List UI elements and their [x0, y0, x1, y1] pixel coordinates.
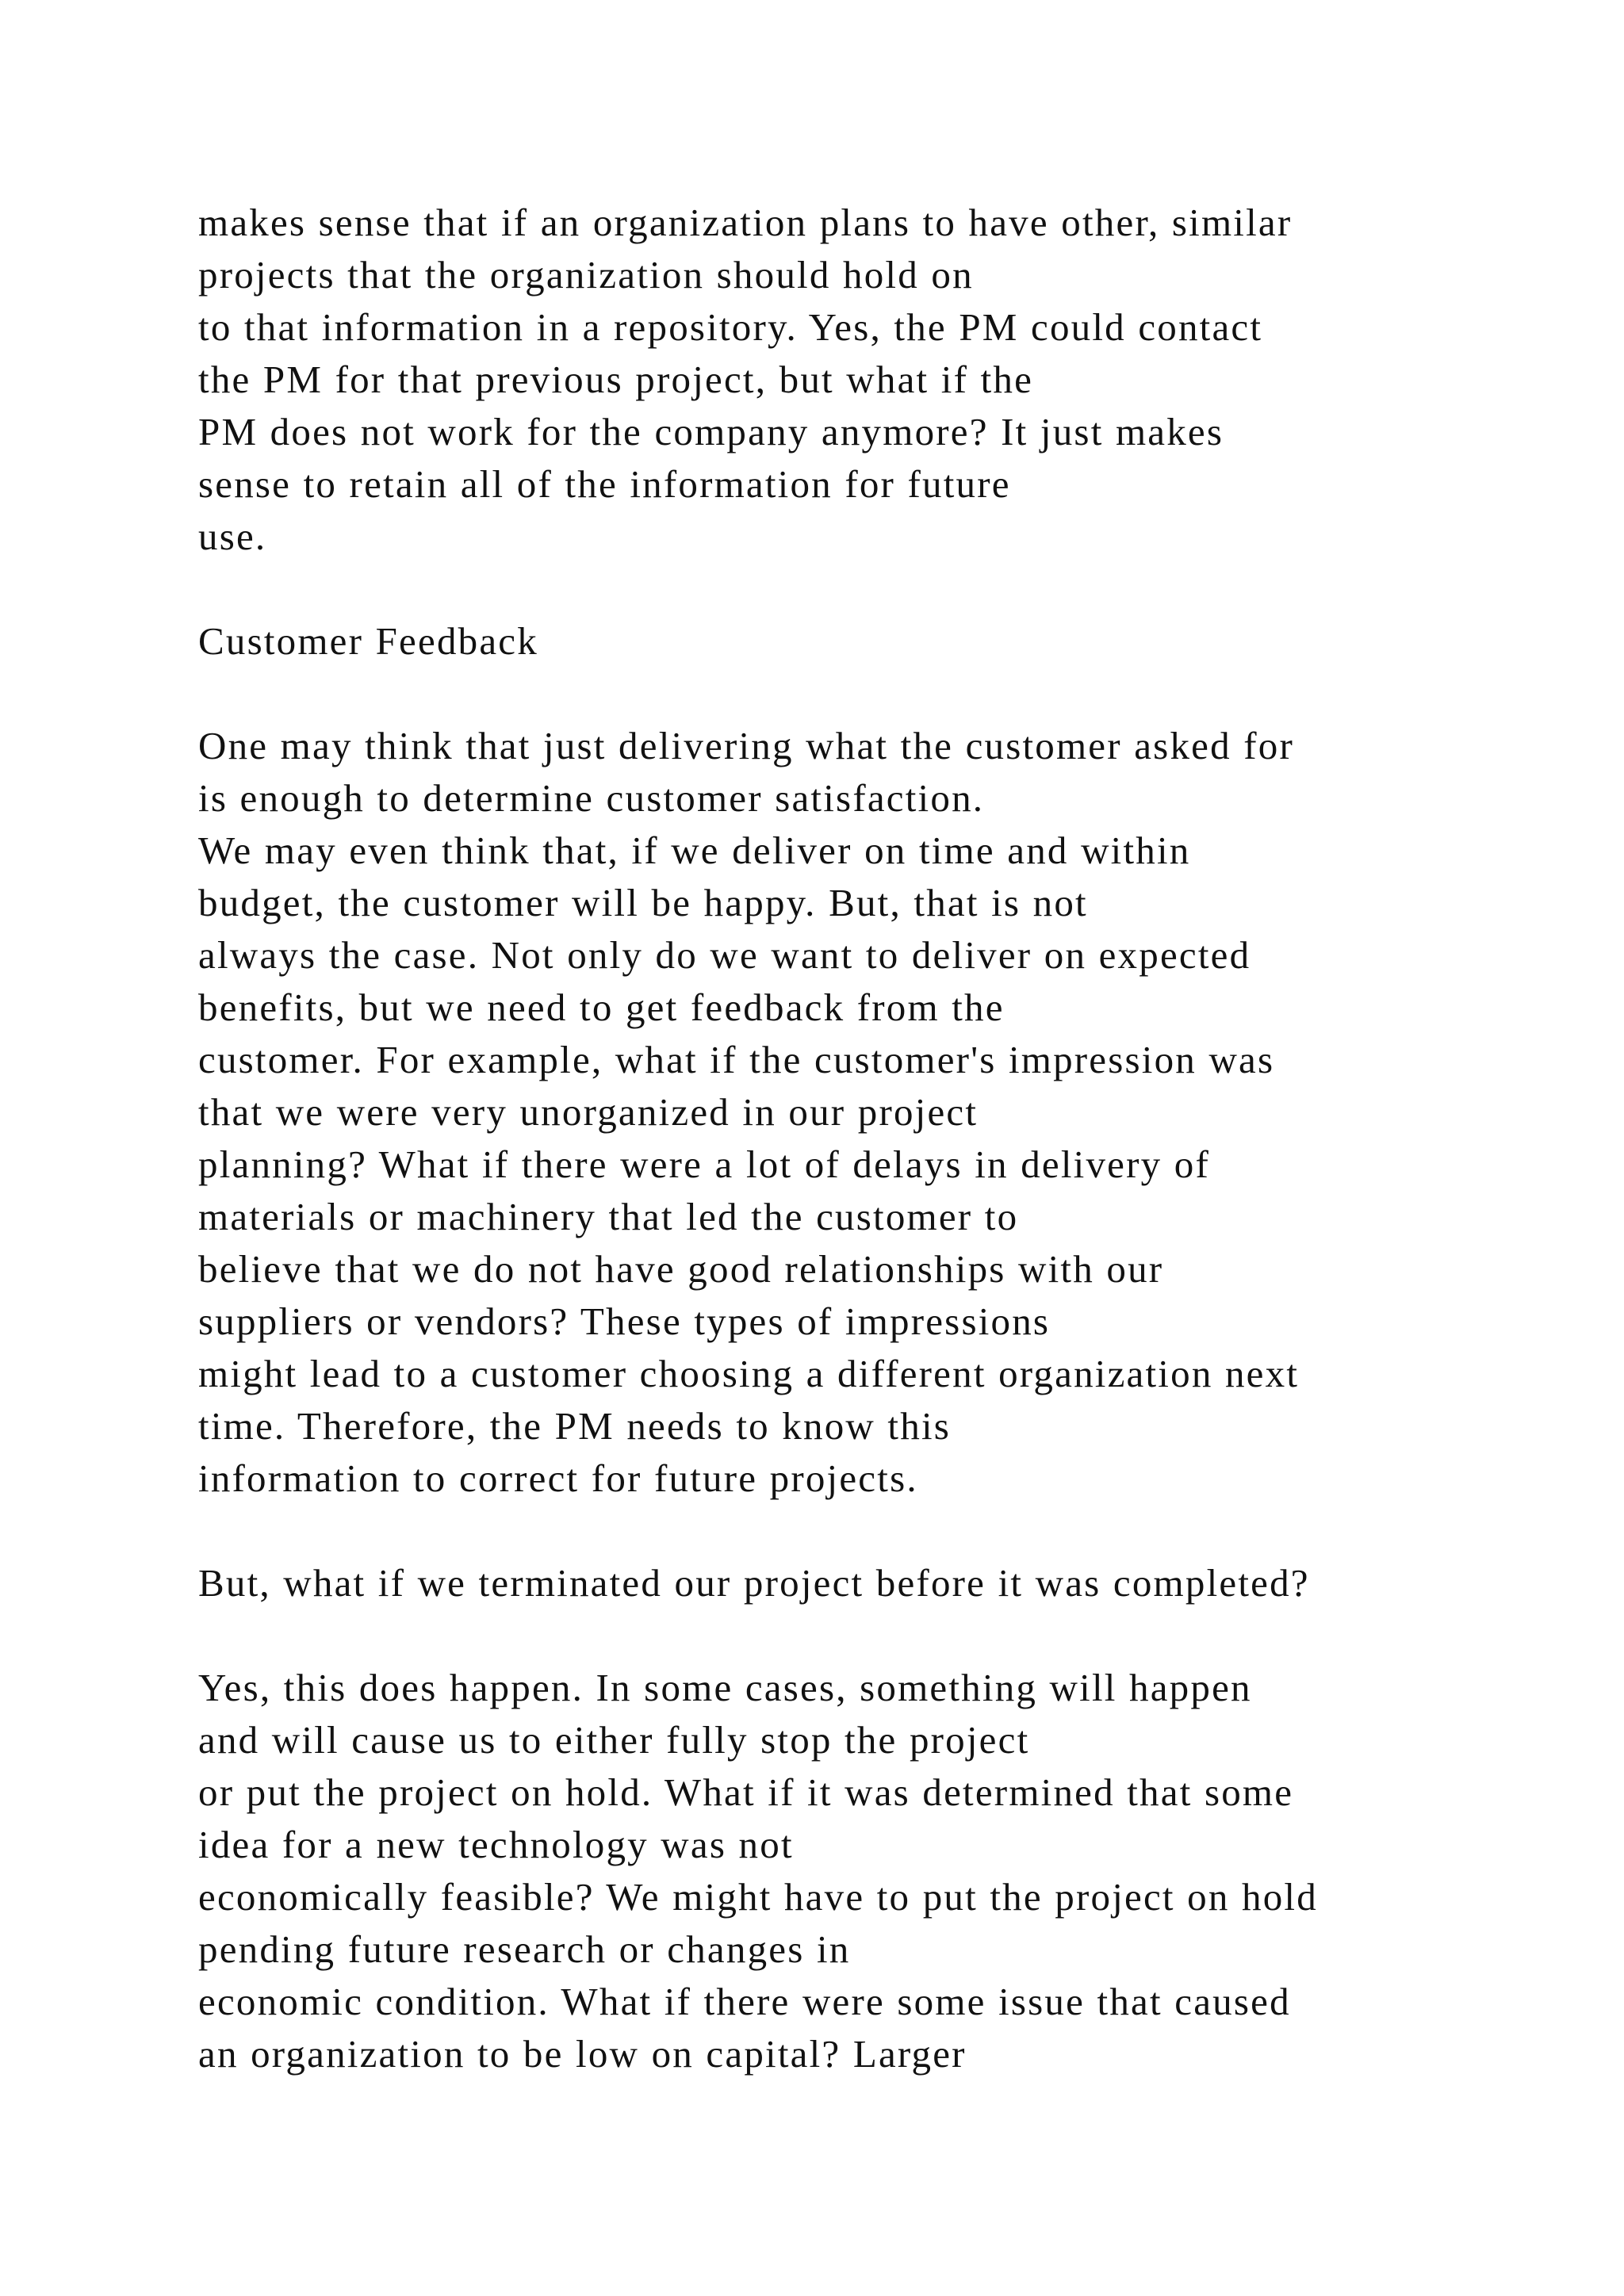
text-line: use. [198, 515, 267, 558]
section-heading: Customer Feedback [198, 619, 538, 663]
text-line: an organization to be low on capital? Larger [198, 2032, 967, 2076]
text-line: might lead to a customer choosing a different organization next [198, 1352, 1300, 1395]
text-line: the PM for that previous project, but what if the [198, 358, 1034, 401]
text-line: that we were very unorganized in our project [198, 1090, 979, 1134]
text-line: idea for a new technology was not [198, 1823, 794, 1866]
text-line: and will cause us to either fully stop the project [198, 1718, 1030, 1762]
text-line: or put the project on hold. What if it was determined that some [198, 1770, 1294, 1814]
text-line: We may even think that, if we deliver on time and within [198, 828, 1191, 872]
text-line: time. Therefore, the PM needs to know this [198, 1404, 952, 1448]
text-line: pending future research or changes in [198, 1927, 851, 1971]
text-line: economically feasible? We might have to put the project on hold [198, 1875, 1318, 1919]
paragraph-gap [198, 1505, 1530, 1557]
text-line: budget, the customer will be happy. But, that is not [198, 881, 1088, 924]
text-line: planning? What if there were a lot of delays in delivery of [198, 1142, 1211, 1186]
text-line: believe that we do not have good relationships with our [198, 1247, 1164, 1291]
text-line: projects that the organization should hold on [198, 253, 974, 297]
paragraph-gap [198, 563, 1530, 615]
text-line: is enough to determine customer satisfaction. [198, 776, 985, 820]
text-line: information to correct for future projects. [198, 1456, 918, 1500]
paragraph-gap [198, 668, 1530, 720]
text-line: customer. For example, what if the customer's impression was [198, 1038, 1275, 1081]
document-body [198, 197, 1530, 2080]
text-line: economic condition. What if there were some issue that caused [198, 1980, 1291, 2023]
text-line: PM does not work for the company anymore? It just makes [198, 410, 1224, 453]
text-line: materials or machinery that led the customer to [198, 1195, 1019, 1238]
paragraph-gap [198, 1609, 1530, 1662]
text-line: suppliers or vendors? These types of impressions [198, 1299, 1051, 1343]
paragraph-customer-feedback [198, 720, 1530, 1505]
text-line: makes sense that if an organization plans to have other, similar [198, 201, 1293, 244]
paragraph-repository [198, 197, 1530, 563]
text-line: benefits, but we need to get feedback from the [198, 985, 1005, 1029]
text-line: sense to retain all of the information for future [198, 462, 1011, 506]
paragraph-termination [198, 1662, 1530, 2080]
text-line: Yes, this does happen. In some cases, something will happen [198, 1666, 1252, 1709]
question-line: But, what if we terminated our project before it was completed? [198, 1561, 1310, 1605]
text-line: always the case. Not only do we want to deliver on expected [198, 933, 1251, 977]
text-line: to that information in a repository. Yes, the PM could contact [198, 305, 1263, 349]
text-line: One may think that just delivering what the customer asked for [198, 724, 1294, 767]
